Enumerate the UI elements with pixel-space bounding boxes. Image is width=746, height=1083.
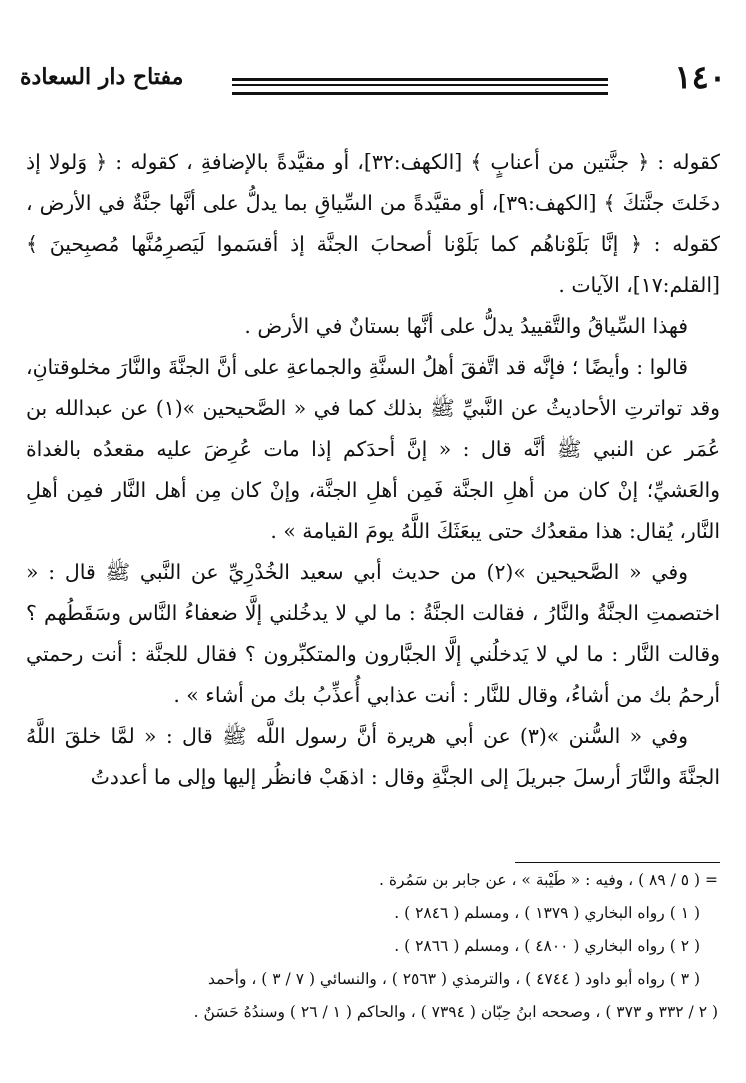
- paragraph: كقوله : ﴿ جنَّتين من أعنابٍ ﴾ [الكهف:٣٢]، أو مقيَّدةً بالإضافةِ ، كقوله : ﴿ وَلولا إذ دخَلتَ جنَّتكَ ﴾ [الكهف:٣٩]، أو مقيَّدةً من السِّياقِ بما يدلُّ على أنَّها جنَّةٌ في الأرض ، كقوله : ﴿ إنَّا بَلَوْناهُم كما بَلَوْنا أصحابَ الجنَّة إذ أقسَموا لَيَصرِمُنَّها مُصبِحينَ ﴾ [القلم:١٧]، الآيات .: [26, 150, 721, 297]
- footnotes: [24, 864, 718, 1029]
- paragraph: فهذا السِّياقُ والتَّقييدُ يدلُّ على أنَّها بستانٌ في الأرض .: [244, 314, 688, 338]
- paragraph: وفي « السُّنن »(٣) عن أبي هريرة أنَّ رسول اللَّه ﷺ قال : « لمَّا خلقَ اللَّهُ الجنَّةَ والنَّارَ أرسلَ جبريلَ إلى الجنَّةِ وقال : اذهَبْ فانظُر إليها وإلى ما أعددتُ: [26, 724, 720, 789]
- paragraph: قالوا : وأيضًا ؛ فإنَّه قد اتَّفقَ أهلُ السنَّةِ والجماعةِ على أنَّ الجنَّةَ والنَّارَ مخلوقتانِ، وقد تواترتِ الأحاديثُ عن النَّبيِّ ﷺ بذلك كما في « الصَّحيحين »(١) عن عبدالله بن عُمَر عن النبي ﷺ أنَّه قال : « إنَّ أحدَكم إذا مات عُرِضَ عليه مقعدُه بالغداة والعَشيِّ؛ إنْ كان من أهلِ الجنَّة فَمِن أهلِ الجنَّة، وإنْ كان مِن أهل النَّار فمِن أهلِ النَّار، يُقال: هذا مقعدُك حتى يبعَثَكَ اللَّهُ يومَ القيامة » .: [26, 355, 720, 543]
- page-header: [20, 58, 726, 102]
- footnote: ( ٣ ) رواه أبو داود ( ٤٧٤٤ ) ، والترمذي ( ٢٥٦٣ ) ، والنسائي ( ٧ / ٣ ) ، وأحمد: [207, 970, 700, 988]
- paragraph: وفي « الصَّحيحين »(٢) من حديث أبي سعيد الخُدْرِيِّ عن النَّبي ﷺ قال : « اختصمتِ الجنَّةُ والنَّارُ ، فقالت الجنَّةُ : ما لي لا يدخُلني إلَّا ضعفاءُ النَّاس وسَقَطُهم ؟ وقالت النَّار : ما لي لا يَدخلُني إلَّا الجبَّارون والمتكبِّرون ؟ فقال للجنَّة : أنت رحمتي أرحمُ بك من أشاءُ، وقال للنَّار : أنت عذابي أُعذِّبُ بك من أشاء » .: [26, 560, 720, 707]
- footnote-continuation: = ( ٥ / ٨٩ ) ، وفيه : « طَيْبة » ، عن جابر بن سَمُرة .: [378, 871, 718, 889]
- footnote-continuation: ( ٢ / ٣٣٢ و ٣٧٣ ) ، وصححه ابنُ حِبّان ( ٧٣٩٤ ) ، والحاكم ( ١ / ٢٦ ) وسندُهُ حَسَنٌ .: [193, 1003, 718, 1021]
- book-title: مفتاح دار السعادة: [20, 64, 184, 90]
- page-number: ١٤٠: [674, 58, 726, 96]
- main-text: [26, 142, 720, 798]
- footnote: ( ٢ ) رواه البخاري ( ٤٨٠٠ ) ، ومسلم ( ٢٨٦٦ ) .: [394, 937, 700, 955]
- header-rule: [232, 78, 608, 95]
- footnote-divider: [515, 862, 720, 863]
- footnote: ( ١ ) رواه البخاري ( ١٣٧٩ ) ، ومسلم ( ٢٨٤٦ ) .: [394, 904, 700, 922]
